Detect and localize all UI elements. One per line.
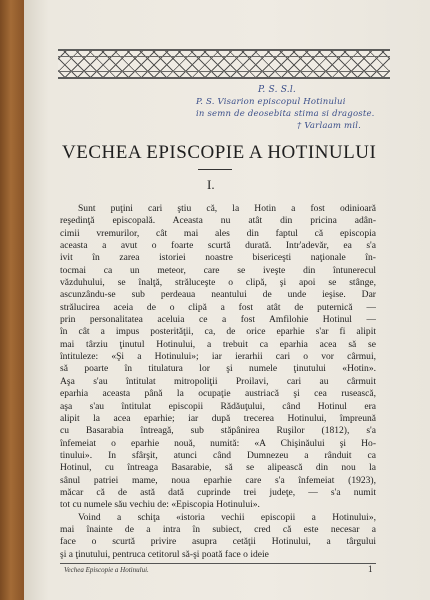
- text-line: alipit la acea eparhie; iar după trecerea Hotinului, împreună: [60, 412, 376, 424]
- section-number: I.: [207, 177, 215, 192]
- text-line: Sunt puţini cari ştiu că, la Hotin a fost odinioară: [78, 203, 376, 214]
- text-line: să poarte în titulatura lor şi numele ţinutului «Hotin».: [60, 363, 376, 375]
- text-line: aşa s'au întitulat episcopii Rădăuţului, când Hotinul era: [60, 400, 376, 412]
- text-line: mai târziu ţinutul Hotinului, a trebuit ca eparhia acea să se: [60, 338, 376, 350]
- text-line: tinului». In sfârşit, atunci când Dumnezeu a rânduit ca: [60, 449, 376, 461]
- handwritten-note-line-3: in semn de deosebita stima si dragoste.: [196, 109, 375, 119]
- footer-divider: [60, 563, 376, 564]
- body-text: [60, 203, 376, 561]
- text-line: mai înainte de a intra în subiect, cred că este necesar a: [60, 523, 376, 535]
- text-line: Voind a schiţa «istoria vechii episcopii a Hotinului»,: [78, 511, 376, 523]
- text-line: aceasta a avut o foarte scurtă durată. Intr'adevăr, ea s'a: [60, 240, 376, 252]
- text-line: ivit în zarea istoriei noastre bisericeşti naţionale în-: [60, 252, 376, 264]
- text-line: reşedinţă episcopală. Aceasta nu atât din pricina adân-: [60, 215, 376, 227]
- decorative-header-band: [58, 49, 390, 79]
- text-line: sânul patriei mame, noua eparhie care s'a înfemeiat (1923),: [60, 474, 376, 486]
- text-line: Hotinul, cu întreaga Basarabie, să se alipească din nou la: [60, 462, 376, 474]
- title-divider: [198, 169, 232, 170]
- text-line: înfemeiat o eparhie nouă, numită: «A Chişinăului şi Ho-: [60, 437, 376, 449]
- running-footer-title: Vechea Episcopie a Hotinului.: [64, 566, 149, 574]
- text-line: face o scurtă privire asupra cetăţii Hotinului, a târgului: [60, 536, 376, 548]
- handwritten-note-line-2: P. S. Visarion episcopul Hotinului: [196, 97, 346, 107]
- text-line: Aşa s'au întitulat mitropoliţii Proilavi, cari au cârmuit: [60, 375, 376, 387]
- page-number: 1: [368, 564, 373, 574]
- text-line: întituleze: «Şi a Hotinului»; iar ierarhii cari o vor cârmui,: [60, 351, 376, 363]
- text-line: cimii vremurilor, cât mai ales din faptul că episcopia: [60, 227, 376, 239]
- chapter-title: VECHEA EPISCOPIE A HOTINULUI: [62, 142, 377, 163]
- text-line: şi a ţinutului, pentruca cetitorul să-şi poată face o ideie: [60, 548, 269, 560]
- text-line: tocmai ca un meteor, care se iveşte din întunerecul: [60, 264, 376, 276]
- handwritten-signature: † Varlaam mil.: [297, 121, 362, 131]
- text-line: tot cu numele său vechiu de: «Episcopia Hotinului».: [60, 499, 260, 511]
- text-line: strălucirea aceia de o clipă a fost atât de puternică —: [60, 301, 376, 313]
- text-line: eparhia aceasta până la ocupaţie austriacă şi cea rusească,: [60, 388, 376, 400]
- text-line: măcar că de astă dată cuprinde trei judeţe, — s'a numit: [60, 486, 376, 498]
- handwritten-note-line-1: P. S. S.l.: [258, 85, 296, 95]
- book-spine: [0, 0, 24, 600]
- text-line: ascunzându-se sub perdeaua neantului de unde ieşise. Dar: [60, 289, 376, 301]
- text-line: în cât a impus posterităţii, ca, de orice eparhie s'ar fi alipit: [60, 326, 376, 338]
- text-line: văzduhului, se înalţă, străluceşte o clipă, şi apoi se stânge,: [60, 277, 376, 289]
- text-line: cu Basarabia întreagă, sub stăpânirea Ruşilor (1812), s'a: [60, 425, 376, 437]
- text-line: prin personalitatea aceluia ce a fost Amfilohie Hotinul —: [60, 314, 376, 326]
